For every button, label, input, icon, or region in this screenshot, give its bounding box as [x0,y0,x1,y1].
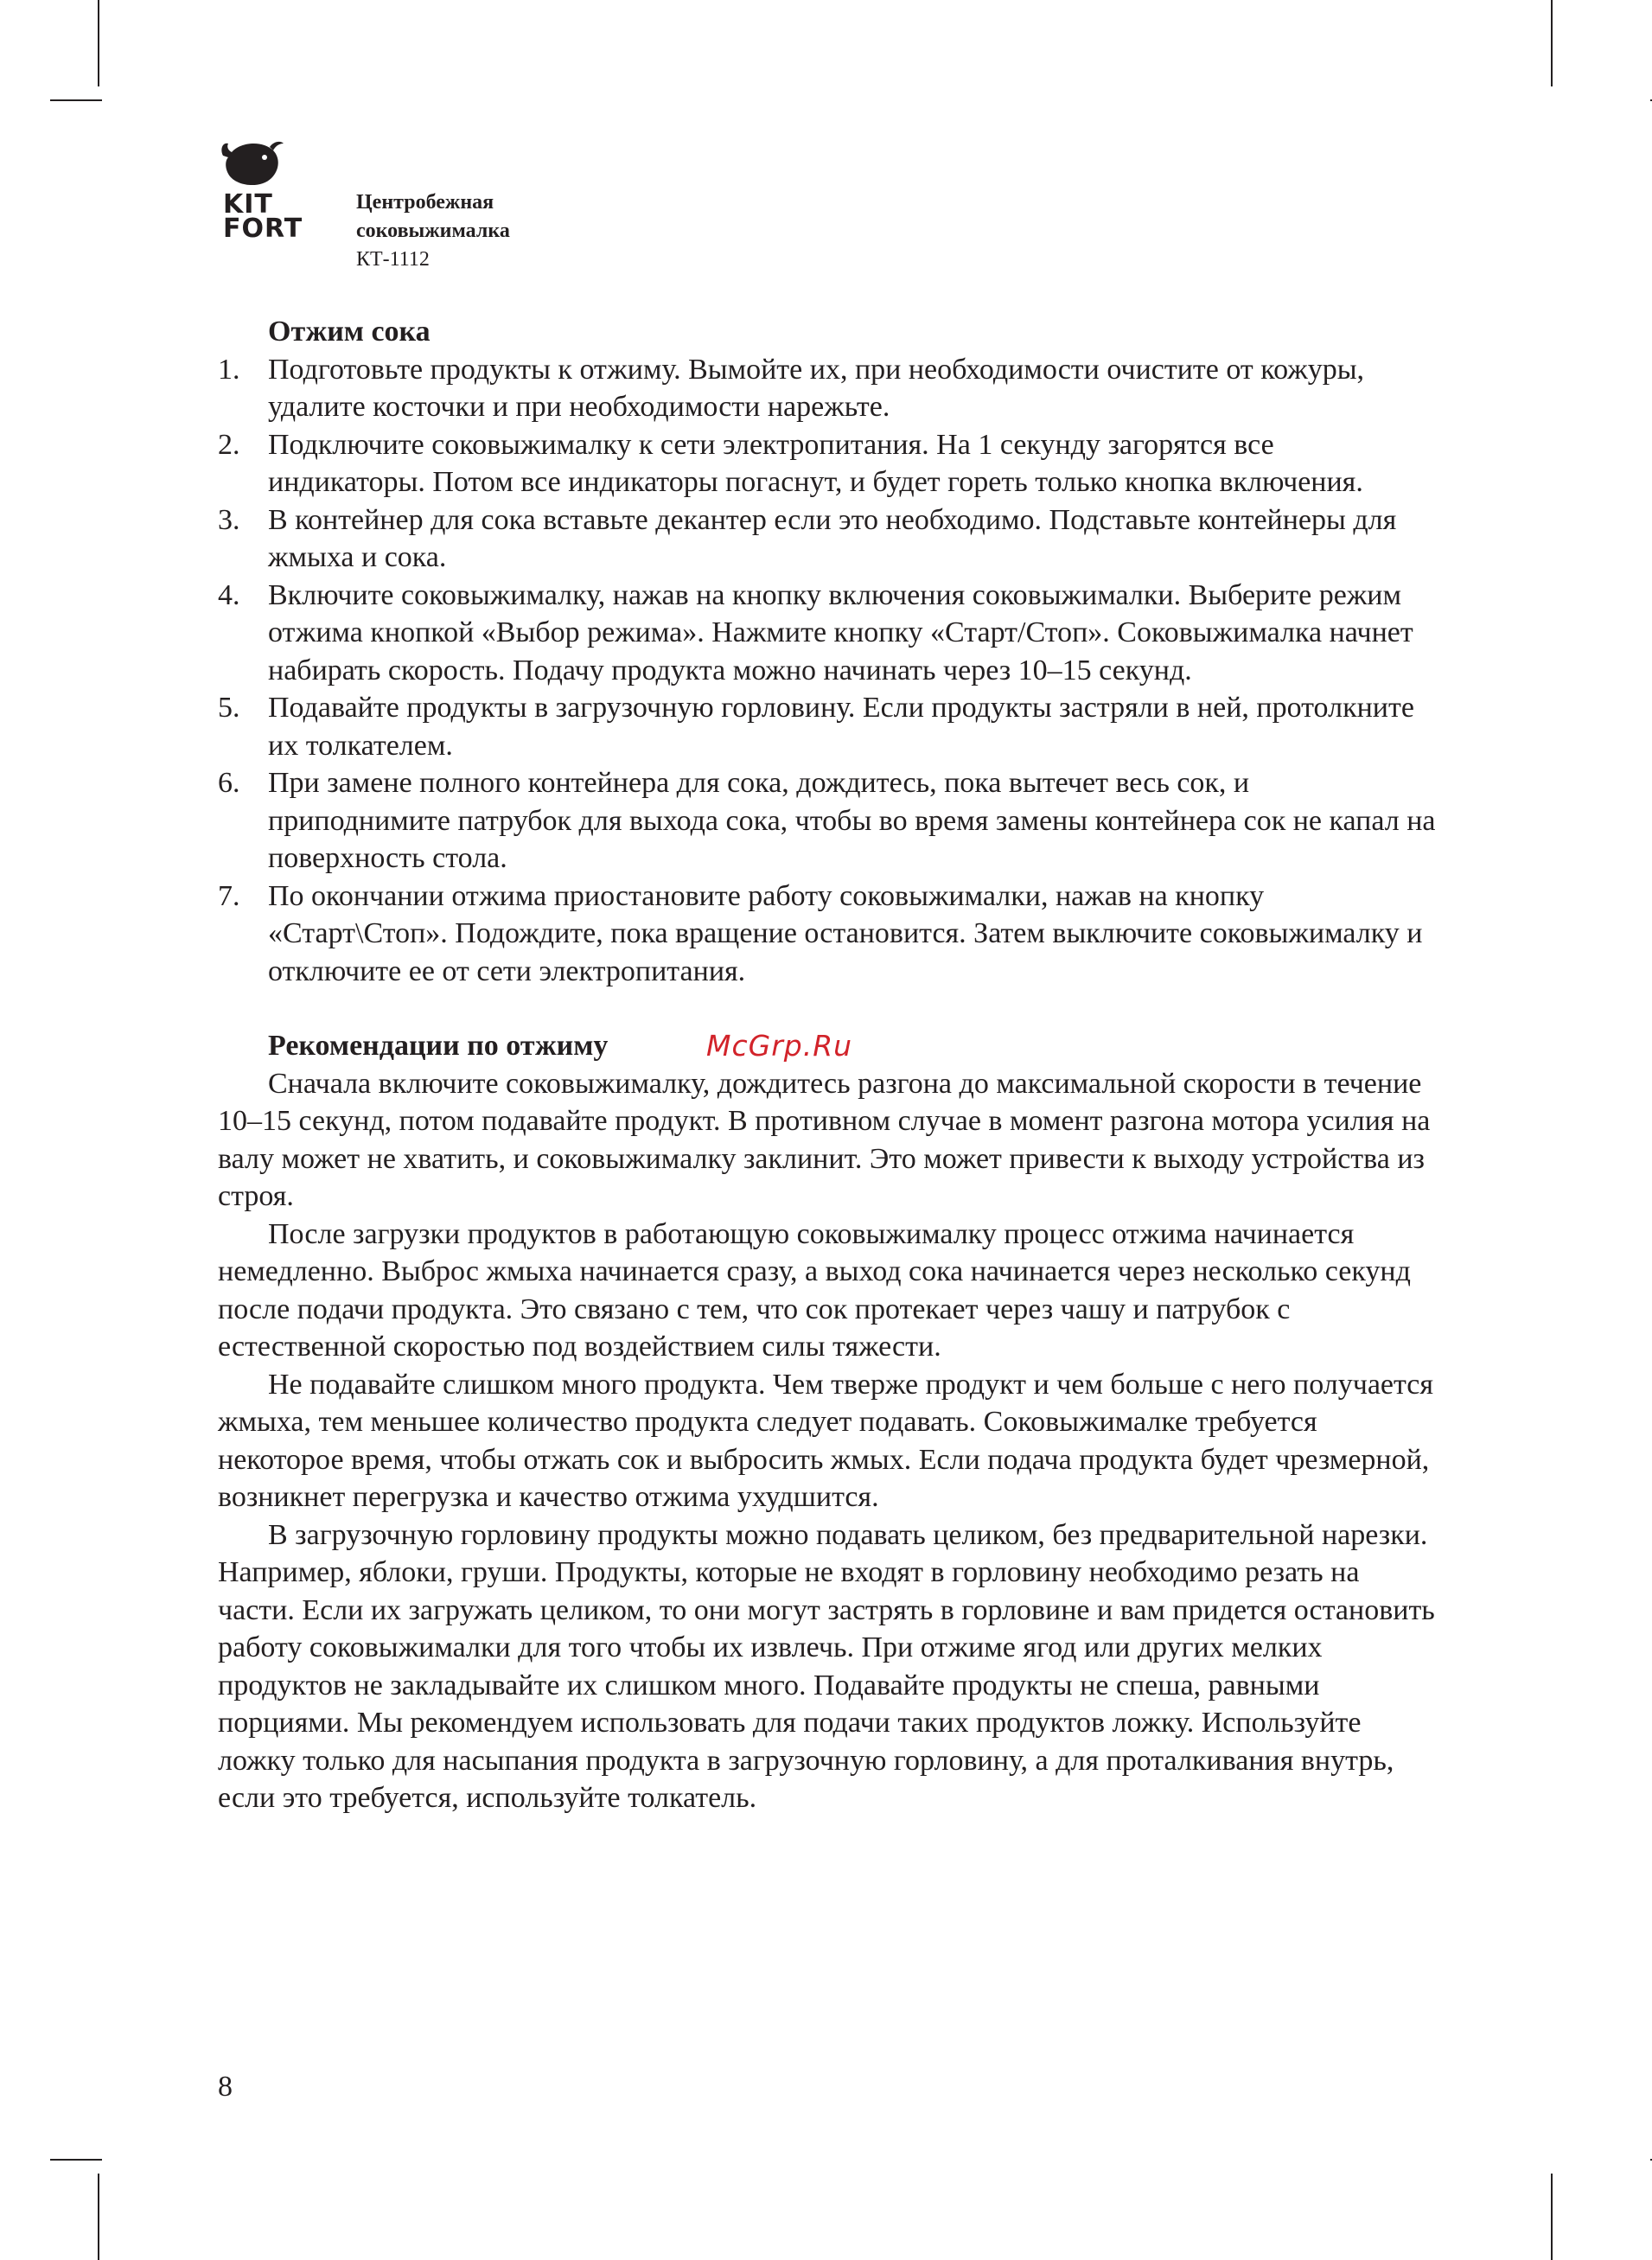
step-number: 7. [218,879,240,912]
step-text: Включите соковыжималку, нажав на кнопку включения соковыжималки. Выберите режим отжима кнопкой «Выбор режима». Нажмите кнопку «Старт/Стоп». Соковыжималка начнет набирать скорость. Подачу продукта можно начинать через 10–15 секунд. [268,578,1413,686]
recommendations-heading-row [218,1027,1437,1065]
brand-name-fort: FORT [223,214,303,244]
product-name-line: соковыжималка [356,220,510,242]
list-item [218,577,1437,690]
paragraph: Сначала включите соковыжималку, дождитесь разгона до максимальной скорости в течение 10–15 секунд, потом подавайте продукт. В противном случае в момент разгона мотора усилия на валу может не хватить, и соковыжималку заклинит. Это может привести к выходу устройства из строя. [218,1067,1431,1212]
list-item [218,501,1437,577]
step-number: 5. [218,692,240,724]
step-text: Подключите соковыжималку к сети электропитания. На 1 секунду загорятся все индикаторы. Потом все индикаторы погаснут, и будет гореть только кнопка включения. [268,428,1363,498]
section-heading-recommendations: Рекомендации по отжиму [268,1030,609,1062]
crop-mark [1551,2174,1553,2260]
product-model: КТ-1112 [356,248,430,271]
crop-mark [98,2174,99,2260]
whale-icon [218,138,287,188]
product-name-line: Центробежная [356,191,494,214]
step-number: 4. [218,578,240,611]
crop-mark [50,99,102,101]
step-number: 2. [218,428,240,461]
section-heading-juicing: Отжим сока [268,316,431,348]
juicing-steps-list [218,351,1437,991]
step-number: 1. [218,353,240,386]
step-number: 6. [218,767,240,799]
paragraph: Не подавайте слишком много продукта. Чем тверже продукт и чем больше с него получается жмыха, тем меньшее количество продукта следует подавать. Соковыжималке требуется некоторое время, чтобы отжать сок и выбросить жмых. Если подача продукта будет чрезмерной, возникнет перегрузка и качество отжима ухудшится. [218,1368,1433,1513]
step-text: Подавайте продукты в загрузочную горловину. Если продукты застряли в ней, протолкните их толкателем. [268,692,1414,762]
list-item [218,351,1437,426]
product-title [356,188,510,274]
page-number: 8 [218,2071,233,2103]
step-text: В контейнер для сока вставьте декантер если это необходимо. Подставьте контейнеры для жмыха и сока. [268,503,1397,573]
list-item [218,878,1437,991]
step-number: 3. [218,503,240,536]
crop-mark [1551,0,1553,86]
step-text: По окончании отжима приостановите работу соковыжималки, нажав на кнопку «Старт\Стоп». Подождите, пока вращение остановится. Затем выключите соковыжималку и отключите ее от сети электропитания. [268,879,1423,987]
paragraph: В загрузочную горловину продукты можно подавать целиком, без предварительной нарезки. Например, яблоки, груши. Продукты, которые не входят в горловину необходимо резать на части. Если их загружать целиком, то они могут застрять в горловине и вам придется остановить работу соковыжималки для того чтобы их извлечь. При отжиме ягод или других мелких продуктов не закладывайте их слишком много. Подавайте продукты не спеша, равными порциями. Мы рекомендуем использовать для подачи таких продуктов ложку. Используйте ложку только для насыпания продукта в загрузочную горловину, а для проталкивания внутрь, если это требуется, используйте толкатель. [218,1518,1435,1814]
watermark: McGrp.Ru [706,1029,853,1063]
crop-mark [50,2159,102,2161]
list-item [218,689,1437,764]
step-text: Подготовьте продукты к отжиму. Вымойте их, при необходимости очистите от кожуры, удалите косточки и при необходимости нарежьте. [268,353,1365,423]
paragraph: После загрузки продуктов в работающую соковыжималку процесс отжима начинается немедленно. Выброс жмыха начинается сразу, а выход сока начинается через несколько секунд после подачи продукта. Это связано с тем, что сок протекает через чашу и патрубок с естественной скоростью под воздействием силы тяжести. [218,1217,1411,1363]
brand-name-kit: KIT [223,189,273,220]
list-item [218,764,1437,878]
step-text: При замене полного контейнера для сока, дождитесь, пока вытечет весь сок, и приподнимите патрубок для выхода сока, чтобы во время замены контейнера сок не капал на поверхность стола. [268,767,1436,874]
page-content [218,313,1437,1817]
crop-mark [98,0,99,86]
brand-logo [218,138,335,242]
list-item [218,426,1437,501]
